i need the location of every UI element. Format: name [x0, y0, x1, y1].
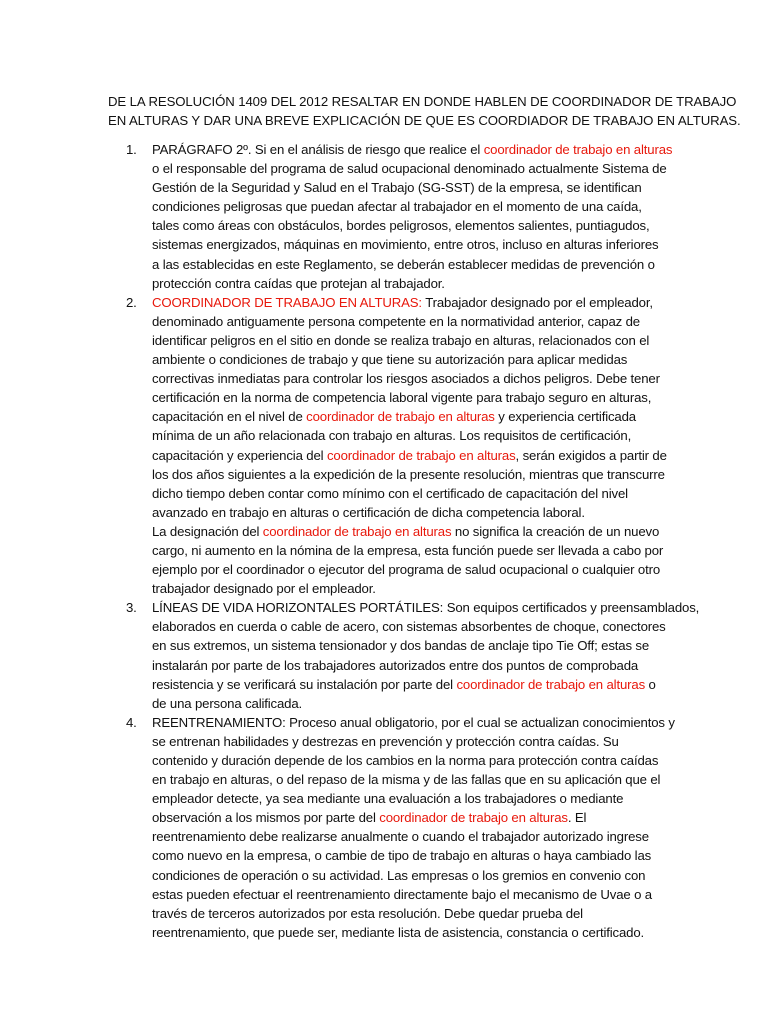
text-segment: los dos años siguientes a la expedición de la presente resolución, mientras que transcurre: [152, 466, 665, 482]
highlighted-term: COORDINADOR DE TRABAJO EN ALTURAS:: [152, 294, 422, 310]
text-segment: cargo, ni aumento en la nómina de la empresa, esta función puede ser llevada a cabo por: [152, 542, 664, 558]
text-line: [152, 751, 664, 770]
text-segment: o: [645, 676, 656, 692]
list-item-number: 3.: [126, 600, 137, 616]
highlighted-term: coordinador de trabajo en alturas: [306, 409, 495, 425]
list-item: [108, 598, 700, 713]
text-line: [152, 827, 664, 846]
text-segment: avanzado en trabajo en alturas o certificación de dicha competencia laboral.: [152, 504, 585, 520]
text-line: [152, 293, 664, 312]
text-segment: y experiencia certificada: [494, 409, 636, 425]
text-segment: protección contra caídas que protejan al trabajador.: [152, 275, 445, 291]
text-line: [152, 923, 664, 942]
text-line: [152, 216, 664, 235]
highlighted-term: coordinador de trabajo en alturas: [262, 523, 452, 539]
heading-line: EN ALTURAS Y DAR UNA BREVE EXPLICACIÓN DE QUE ES COORDIADOR DE TRABAJO EN ALTURAS.: [108, 113, 741, 128]
text-segment: en sus extremos, un sistema tensionador y dos bandas de anclaje tipo Tie Off; estas se: [152, 638, 650, 654]
text-line: [152, 789, 664, 808]
text-segment: certificación en la norma de competencia laboral vigente para trabajo seguro en alturas,: [152, 390, 652, 406]
text-line: [152, 407, 664, 426]
text-segment: estas pueden efectuar el reentrenamiento directamente bajo el mecanismo de Uvae o a: [152, 886, 652, 902]
text-segment: se entrenan habilidades y destrezas en prevención y protección contra caídas. Su: [152, 733, 619, 749]
text-segment: . El: [567, 810, 587, 826]
document-heading: [108, 92, 741, 130]
text-segment: elaborados en cuerda o cable de acero, con sistemas absorbentes de choque, conectores: [152, 619, 666, 635]
text-segment: condiciones peligrosas que puedan afectar al trabajador en el momento de una caída,: [152, 199, 642, 215]
text-line: [152, 904, 664, 923]
text-line: [152, 140, 673, 159]
text-segment: no significa la creación de un nuevo: [451, 523, 660, 539]
text-segment: instalarán por parte de los trabajadores autorizados entre dos puntos de comprobada: [152, 657, 639, 673]
text-segment: REENTRENAMIENTO: Proceso anual obligatorio, por el cual se actualizan conocimientos y: [152, 714, 675, 730]
highlighted-term: coordinador de trabajo en alturas: [379, 810, 568, 826]
text-line: [152, 866, 664, 885]
text-segment: como nuevo en la empresa, o cambie de tipo de trabajo en alturas o haya cambiado las: [152, 848, 652, 864]
text-segment: a las establecidas en este Reglamento, se deberán establecer medidas de prevención o: [152, 256, 655, 272]
text-segment: través de terceros autorizados por esta resolución. Debe quedar prueba del: [152, 905, 583, 921]
list-item: [108, 140, 673, 293]
highlighted-term: coordinador de trabajo en alturas: [326, 447, 516, 463]
text-line: [152, 159, 667, 178]
text-segment: , serán exigidos a partir de: [515, 447, 667, 463]
text-segment: condiciones de operación o su actividad. Las empresas o los gremios en convenio con: [152, 867, 646, 883]
text-line: [152, 694, 664, 713]
text-line: [152, 732, 664, 751]
highlighted-term: coordinador de trabajo en alturas: [456, 676, 646, 692]
text-line: [152, 579, 664, 598]
text-segment: PARÁGRAFO 2º. Si en el análisis de riesgo que realice el: [152, 142, 484, 157]
text-segment: Gestión de la Seguridad y Salud en el Trabajo (SG-SST) de la empresa, se identifican: [152, 180, 642, 196]
list-item: [108, 713, 675, 942]
text-segment: LÍNEAS DE VIDA HORIZONTALES PORTÁTILES: Son equipos certificados y preensamblados,: [152, 600, 700, 616]
text-line: [152, 598, 700, 617]
text-segment: tales como áreas con obstáculos, bordes peligrosos, elementos salientes, puntiagudos,: [152, 218, 650, 234]
text-line: [152, 197, 664, 216]
text-segment: ejemplo por el coordinador o ejecutor del programa de salud ocupacional o cualquier otro: [152, 562, 661, 578]
text-line: [152, 178, 664, 197]
text-line: [152, 446, 667, 465]
text-segment: ambiente o condiciones de trabajo y que tiene su autorización para aplicar medidas: [152, 352, 628, 368]
text-segment: correctivas inmediatas para controlar los riesgos asociados a dichos peligros. Debe tener: [152, 371, 660, 387]
text-segment: reentrenamiento, que puede ser, mediante lista de asistencia, constancia o certificado.: [152, 924, 645, 940]
text-line: [152, 255, 664, 274]
text-line: [152, 541, 664, 560]
text-line: [152, 617, 664, 636]
text-segment: sistemas energizados, máquinas en movimiento, entre otros, incluso en alturas inferiores: [152, 237, 659, 253]
list-item-number: 4.: [126, 714, 137, 730]
text-line: [152, 235, 664, 254]
text-segment: dicho tiempo deben contar como mínimo con el certificado de capacitación del nivel: [152, 485, 628, 501]
text-segment: trabajador designado por el empleador.: [152, 581, 376, 597]
text-line: [152, 503, 664, 522]
text-segment: mínima de un año relacionada con trabajo en alturas. Los requisitos de certificación,: [152, 428, 632, 444]
list-item: [108, 293, 667, 599]
text-line: [152, 369, 664, 388]
text-line: [152, 846, 664, 865]
numbered-list: [108, 140, 700, 942]
text-line: [152, 426, 664, 445]
text-segment: observación a los mismos por parte del: [152, 810, 380, 826]
text-line: [152, 770, 664, 789]
text-line: [152, 656, 664, 675]
text-line: [152, 388, 664, 407]
text-segment: o el responsable del programa de salud ocupacional denominado actualmente Sistema de: [152, 161, 667, 177]
text-line: [152, 465, 664, 484]
text-line: [152, 312, 664, 331]
text-line: [152, 522, 664, 541]
text-segment: identificar peligros en el sitio en donde se realiza trabajo en alturas, relacionados con el: [152, 332, 650, 348]
text-segment: capacitación en el nivel de: [152, 409, 307, 425]
text-segment: en trabajo en alturas, o del repaso de la misma y de las fallas que en su aplicación que el: [152, 772, 661, 788]
text-line: [152, 808, 664, 827]
text-line: [152, 636, 664, 655]
text-segment: contenido y duración depende de los cambios en la norma para protección contra caídas: [152, 753, 659, 768]
text-segment: Trabajador designado por el empleador,: [421, 294, 653, 310]
text-line: [152, 713, 675, 732]
text-line: [152, 350, 664, 369]
text-segment: resistencia y se verificará su instalación por parte del: [152, 676, 457, 692]
text-line: [152, 675, 664, 694]
text-segment: de una persona calificada.: [152, 695, 303, 711]
text-line: [152, 560, 664, 579]
list-item-number: 1.: [126, 142, 137, 157]
text-line: [152, 274, 664, 293]
text-segment: denominado antiguamente persona competente en la normatividad anterior, capaz de: [152, 313, 640, 329]
highlighted-term: coordinador de trabajo en alturas: [483, 142, 673, 157]
text-segment: reentrenamiento debe realizarse anualmente o cuando el trabajador autorizado ingrese: [152, 829, 649, 845]
text-segment: empleador detecte, ya sea mediante una evaluación a los trabajadores o mediante: [152, 791, 624, 807]
text-segment: capacitación y experiencia del: [152, 447, 327, 463]
text-segment: La designación del: [152, 523, 263, 539]
list-item-number: 2.: [126, 294, 137, 310]
heading-line: DE LA RESOLUCIÓN 1409 DEL 2012 RESALTAR EN DONDE HABLEN DE COORDINADOR DE TRABAJO: [108, 94, 737, 109]
text-line: [152, 885, 664, 904]
text-line: [152, 331, 664, 350]
text-line: [152, 484, 664, 503]
